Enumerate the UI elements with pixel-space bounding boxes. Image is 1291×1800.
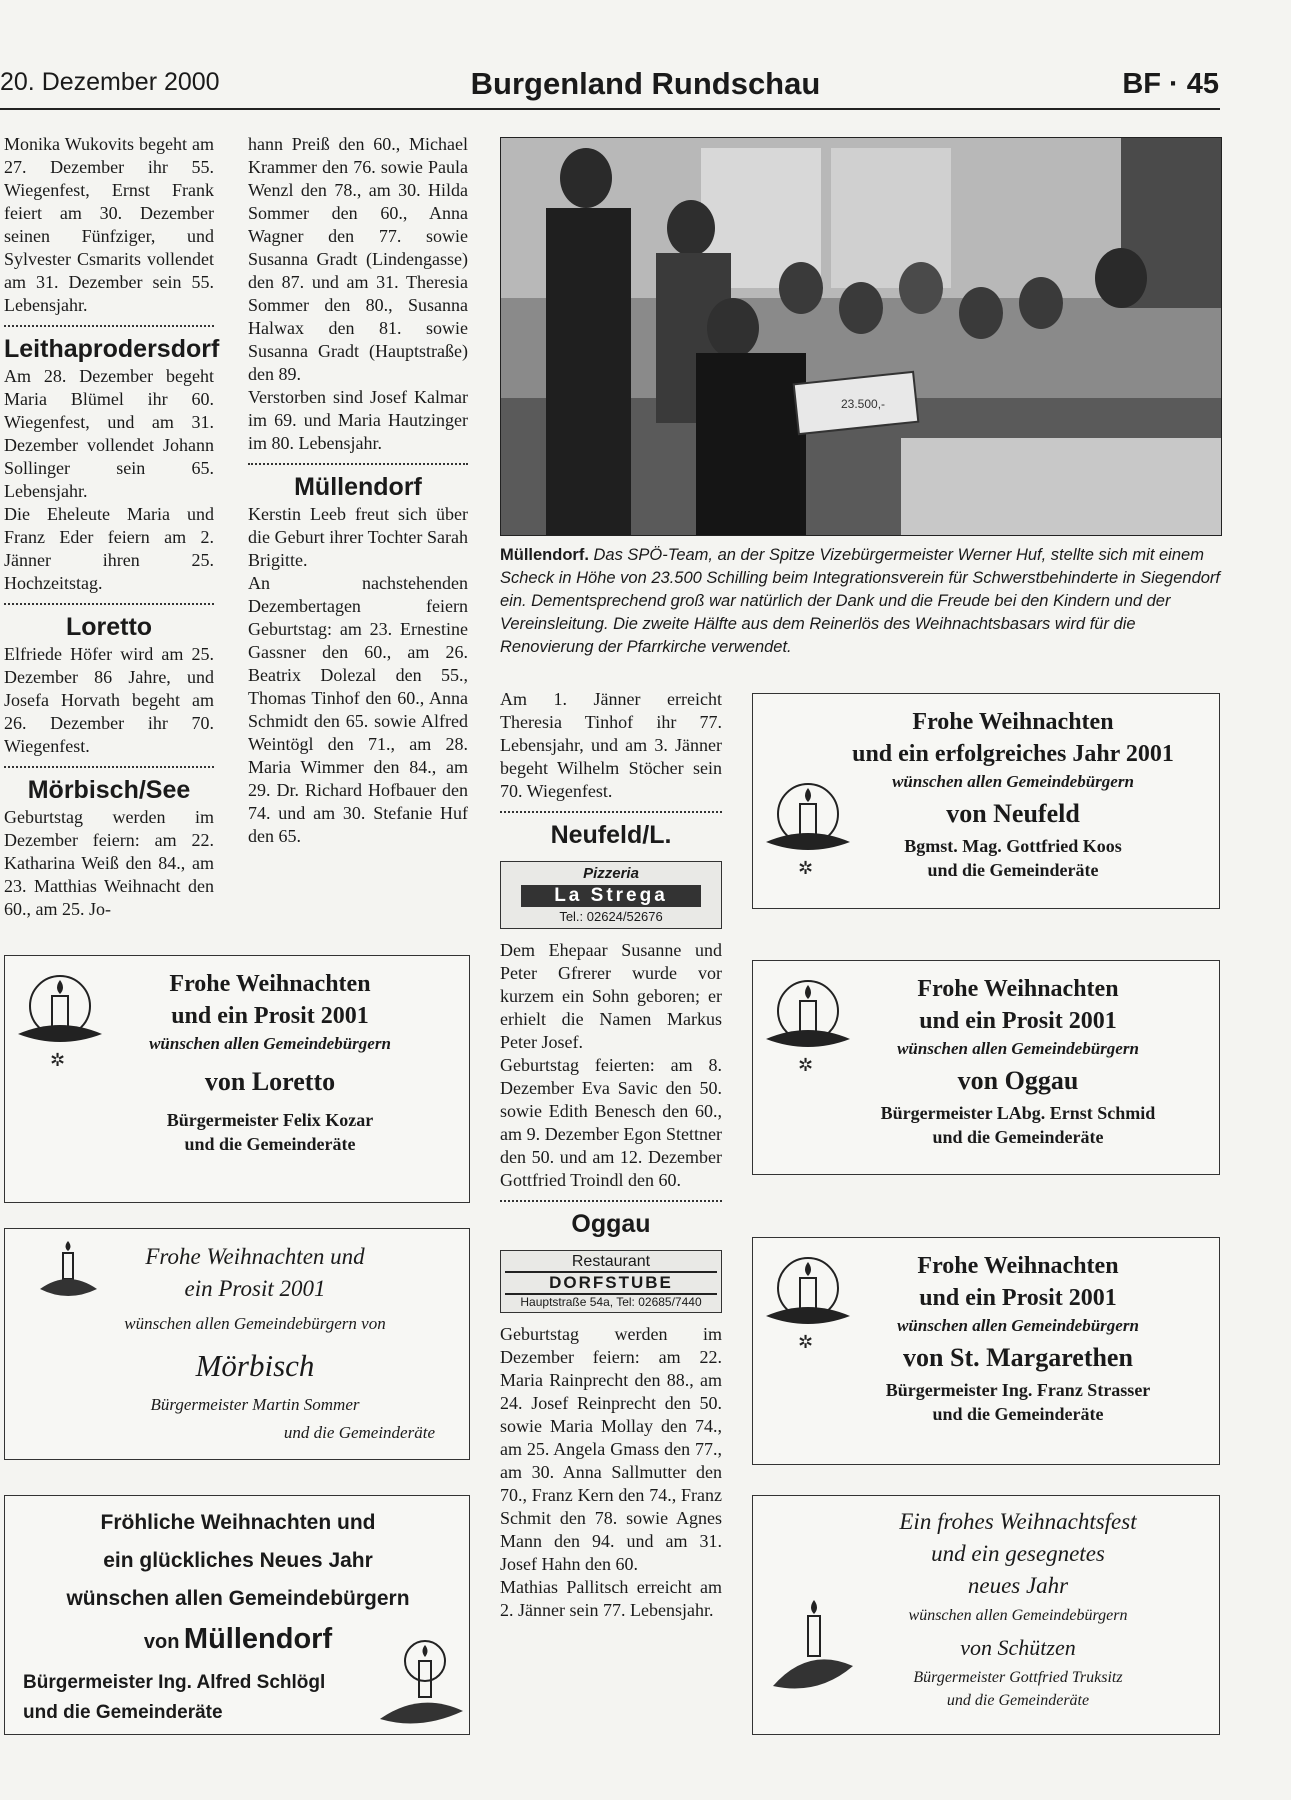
- ad-pizzeria-la-strega: Pizzeria La Strega Tel.: 02624/52676: [500, 861, 722, 929]
- town-heading-moerbisch: Mörbisch/See: [27, 776, 191, 804]
- cheque-amount: 23.500,-: [841, 397, 886, 411]
- issue-date: 20. Dezember 2000: [0, 68, 220, 96]
- article-text: Mathias Pallitsch erreicht am 2. Jänner sein 77. Lebensjahr.: [500, 1577, 722, 1620]
- photo-illustration: [501, 138, 1221, 535]
- svg-text:✲: ✲: [50, 1050, 66, 1070]
- article-text: Die Eheleute Maria und Franz Eder feiern am 2. Jänner ihren 25. Hochzeitstag.: [4, 504, 214, 593]
- ad-greeting-moerbisch: Frohe Weihnachten und ein Prosit 2001 wünschen allen Gemeindebürgern von Mörbisch Bürgermeister Martin Sommer und die Gemeinderäte: [4, 1228, 470, 1460]
- candle-icon: [375, 1631, 465, 1731]
- column-2: [248, 133, 468, 848]
- ad-greeting-st-margarethen: ✲ Frohe Weihnachten und ein Prosit 2001 wünschen allen Gemeindebürgern von St. Margarethen Bürgermeister Ing. Franz Strasser und die Gemeinderäte: [752, 1237, 1220, 1465]
- news-photo: [500, 137, 1222, 536]
- article-text: Kerstin Leeb freut sich über die Geburt ihrer Tochter Sarah Brigitte.: [248, 504, 468, 570]
- header-rule: [0, 108, 1220, 110]
- article-text: Elfriede Höfer wird am 25. Dezember 86 Jahre, und Josefa Horvath begeht am 26. Dezember ihr 70. Wiegenfest.: [4, 644, 214, 756]
- dotted-separator: [500, 1200, 722, 1202]
- svg-text:✲: ✲: [798, 1055, 814, 1075]
- article-text: Monika Wukovits begeht am 27. Dezember ihr 55. Wiegenfest, Ernst Frank feiert am 30. Dezember seinen Fünfziger, und Sylvester Csmarits vollendet am 31. Dezember sein 55. Lebensjahr.: [4, 134, 214, 315]
- article-text: Verstorben sind Josef Kalmar im 69. und Maria Hautzinger im 80. Lebensjahr.: [248, 387, 468, 453]
- caption-text: Das SPÖ-Team, an der Spitze Vizebürgermeister Werner Huf, stellte sich mit einem Scheck in Höhe von 23.500 Schilling beim Integrationsverein für Schwerstbehinderte in Siegendorf ein. Dementsprechend groß war natürlich der Dank und die Freude bei den Kindern und der Vereinsleitung. Die zweite Hälfte aus dem Reinerlös des Weihnachtsbasars wird für die Renovierung der Pfarrkirche verwendet.: [500, 546, 1221, 656]
- dotted-separator: [4, 325, 214, 327]
- town-heading-muellendorf: Müllendorf: [294, 473, 422, 501]
- ad-greeting-muellendorf: Fröhliche Weihnachten und ein glückliches Neues Jahr wünschen allen Gemeindebürgern von Müllendorf Bürgermeister Ing. Alfred Schlögl und die Gemeinderäte: [4, 1495, 470, 1735]
- column-3: [500, 688, 722, 1622]
- article-text: An nachstehenden Dezembertagen feiern Geburtstag: am 23. Ernestine Gassner den 60., am 26. Beatrix Dolezal den 55., Thomas Tinhof den 60., Anna Schmidt den 65. sowie Alfred Weintögl den 71., am 28. Maria Wimmer den 84., am 29. Dr. Richard Hofbauer den 74. und am 30. Stefanie Huf den 65.: [248, 573, 468, 846]
- photo-caption: [500, 544, 1220, 659]
- town-heading-oggau: Oggau: [571, 1210, 651, 1238]
- page-number: BF · 45: [1122, 68, 1219, 100]
- column-1: [4, 133, 220, 921]
- article-text: hann Preiß den 60., Michael Krammer den 76. sowie Paula Wenzl den 78., am 30. Hilda Sommer den 60., Anna Wagner den 77. sowie Susanna Gradt (Lindengasse) den 87. und am 31. Theresia Sommer den 80., Susanna Halwax den 81. sowie Susanna Gradt (Hauptstraße) den 89.: [248, 134, 468, 384]
- article-text: Geburtstag werden im Dezember feiern: am 22. Maria Rainprecht den 88., am 24. Josef Reinprecht den 50. sowie Maria Mollay den 74., am 25. Angela Gmass den 77., am 30. Anna Sallmutter den 70., Franz Kern den 74., Franz Schmit den 78. sowie Agnes Mann den 94. und am 31. Josef Hahn den 60.: [500, 1324, 722, 1574]
- article-text: Geburtstag werden im Dezember feiern: am 22. Katharina Weiß den 84., am 23. Matthias Weihnacht den 60., am 25. Jo-: [4, 807, 214, 919]
- dotted-separator: [500, 811, 722, 813]
- svg-text:✲: ✲: [798, 858, 814, 878]
- dotted-separator: [248, 463, 468, 465]
- ad-greeting-neufeld: ✲ Frohe Weihnachten und ein erfolgreiches Jahr 2001 wünschen allen Gemeindebürgern von Neufeld Bgmst. Mag. Gottfried Koos und die Gemeinderäte: [752, 693, 1220, 909]
- dotted-separator: [4, 766, 214, 768]
- caption-lead: Müllendorf.: [500, 546, 589, 564]
- ad-restaurant-dorfstube: Restaurant DORFSTUBE Hauptstraße 54a, Tel: 02685/7440: [500, 1250, 722, 1313]
- svg-text:✲: ✲: [798, 1332, 814, 1352]
- article-text: Dem Ehepaar Susanne und Peter Gfrerer wurde vor kurzem ein Sohn geboren; er erhielt die Namen Markus Peter Josef.: [500, 940, 722, 1052]
- ad-greeting-loretto: ✲ Frohe Weihnachten und ein Prosit 2001 wünschen allen Gemeindebürgern von Loretto Bürgermeister Felix Kozar und die Gemeinderäte: [4, 955, 470, 1203]
- town-heading-neufeld: Neufeld/L.: [550, 821, 672, 849]
- town-heading-leithaprodersdorf: Leithaprodersdorf: [4, 335, 220, 363]
- newspaper-title: Burgenland Rundschau: [470, 66, 821, 101]
- article-text: Geburtstag feierten: am 8. Dezember Eva Savic den 50. sowie Edith Benesch den 60., am 9. Dezember Egon Stettner den 50. und am 12. Dezember Gottfried Troindl den 60.: [500, 1055, 722, 1190]
- ad-greeting-oggau: ✲ Frohe Weihnachten und ein Prosit 2001 wünschen allen Gemeindebürgern von Oggau Bürgermeister LAbg. Ernst Schmid und die Gemeinderäte: [752, 960, 1220, 1175]
- town-heading-loretto: Loretto: [65, 613, 153, 641]
- article-text: Am 28. Dezember begeht Maria Blümel ihr 60. Wiegenfest, und am 31. Dezember vollendet Johann Sollinger sein 65. Lebensjahr.: [4, 366, 214, 501]
- article-text: Am 1. Jänner erreicht Theresia Tinhof ihr 77. Lebensjahr, und am 3. Jänner begeht Wilhelm Stöcher sein 70. Wiegenfest.: [500, 689, 722, 801]
- ad-greeting-schuetzen: Ein frohes Weihnachtsfest und ein gesegnetes neues Jahr wünschen allen Gemeindebürgern von Schützen Bürgermeister Gottfried Truksitz und die Gemeinderäte: [752, 1495, 1220, 1735]
- dotted-separator: [4, 603, 214, 605]
